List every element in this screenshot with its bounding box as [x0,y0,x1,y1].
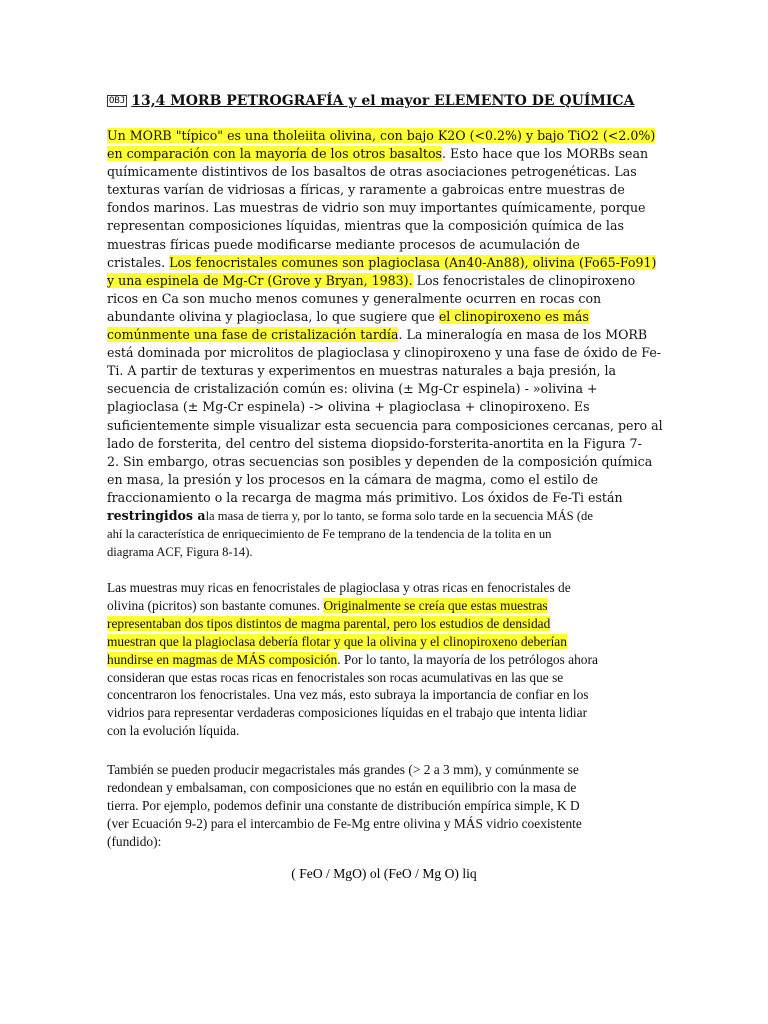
highlighted-text: muestran que la plagioclasa debería flotar y que la olivina y el clinopiroxeno deberían [107,633,567,649]
text-run: . Esto hace que los MORBs sean [442,146,649,162]
text-run: (fundido): [107,833,162,849]
text-line [107,453,667,471]
text-line [107,417,667,435]
text-line [107,236,667,254]
text-line [107,181,667,199]
text-run: con la evolución líquida. [107,723,240,739]
text-run: concentraron los fenocristales. Una vez más, esto subraya la importancia de confiar en los [107,687,589,703]
highlighted-text: hundirse en magmas de MÁS composición [107,651,338,667]
highlighted-text: Los fenocristales comunes son plagioclasa (An40-An88), olivina (Fo65-Fo91) [169,254,657,270]
highlighted-text: representaban dos tipos distintos de magma parental, pero los estudios de densidad [107,615,551,631]
text-line [107,326,667,344]
text-run: diagrama ACF, Figura 8-14). [107,545,253,560]
text-run: 2. Sin embargo, otras secuencias son posibles y dependen de la composición química [107,453,653,469]
highlighted-text: en comparación con la mayoría de los otros basaltos [107,146,442,162]
text-line [107,761,667,779]
text-line [107,435,667,453]
text-line [107,669,667,687]
text-line [107,163,667,181]
text-line [107,597,667,615]
heading-title: 13,4 MORB PETROGRAFÍA y el mayor ELEMENTO DE QUÍMICA [131,93,635,109]
paragraph-1 [107,127,667,561]
paragraph-3 [107,761,667,851]
text-run: cristales. [107,254,170,270]
object-placeholder-icon: OBJ [109,96,126,106]
text-line [107,290,667,308]
text-line [107,380,667,398]
text-line [107,507,667,525]
text-line [107,398,667,416]
formula: ( FeO / MgO) ol (FeO / Mg O) liq [291,866,477,881]
text-line [107,815,667,833]
text-line [107,489,667,507]
text-line [107,633,667,651]
text-run: olivina (picritos) son bastante comunes. [107,597,324,613]
text-line [107,797,667,815]
text-run: ahí la característica de enriquecimiento de Fe temprano de la tendencia de la tolita en un [107,527,552,542]
text-line [107,686,667,704]
text-run: suficientemente simple visualizar esta secuencia para composiciones cercanas, pero al [107,417,663,433]
text-line [107,199,667,217]
highlighted-text: Originalmente se creía que estas muestras [323,597,548,613]
text-run: en masa, la presión y los procesos en la cámara de magma, como el estilo de [107,471,599,487]
text-run: (ver Ecuación 9-2) para el intercambio de Fe-Mg entre olivina y MÁS vidrio coexistente [107,815,582,831]
text-run: vidrios para representar verdaderas composiciones líquidas en el trabajo que intenta lidiar [107,705,588,721]
highlighted-text: y una espinela de Mg-Cr (Grove y Bryan, 1983). [107,272,413,288]
text-run: muestras fíricas puede modificarse mediante procesos de acumulación de [107,236,580,252]
text-line [107,779,667,797]
text-run: . Por lo tanto, la mayoría de los petrólogos ahora [337,651,598,667]
text-line [107,127,667,145]
text-run: fraccionamiento o la recarga de magma más primitivo. Los óxidos de Fe-Ti están [107,489,623,505]
text-run: lado de forsterita, del centro del sistema diopsido-forsterita-anortita en la Figura 7- [107,435,642,451]
text-line [107,362,667,380]
paragraph-2 [107,579,667,740]
text-run: representan composiciones líquidas, mientras que la composición química de las [107,218,624,234]
text-run: Ti. A partir de texturas y experimentos en muestras naturales a baja presión, la [107,363,617,379]
text-run: restringidos a [107,507,206,523]
text-run: También se pueden producir megacristales más grandes (> 2 a 3 mm), y comúnmente se [107,762,579,777]
text-run: secuencia de cristalización común es: olivina (± Mg-Cr espinela) - »olivina + [107,381,598,397]
text-line [107,525,667,543]
text-line [107,704,667,722]
text-run: ricos en Ca son mucho menos comunes y generalmente ocurren en rocas con [107,290,602,306]
text-line [107,344,667,362]
text-line [107,651,667,669]
text-line [107,833,667,851]
text-run: fondos marinos. Las muestras de vidrio son muy importantes químicamente, porque [107,200,646,216]
text-run: químicamente distintivos de los basaltos de otras asociaciones petrogenéticas. Las [107,164,637,180]
text-line [107,615,667,633]
text-line [107,308,667,326]
text-run: redondean y embalsaman, con composiciones que no están en equilibrio con la masa de [107,779,577,795]
text-run: plagioclasa (± Mg-Cr espinela) -> olivina + plagioclasa + clinopiroxeno. Es [107,399,590,415]
text-line [107,471,667,489]
highlighted-text: comúnmente una fase de cristalización tardía [107,327,399,343]
text-run: la masa de tierra y, por lo tanto, se forma solo tarde en la secuencia MÁS (de [205,508,593,523]
text-run: abundante olivina y plagioclasa, lo que sugiere que [107,308,439,324]
text-run: Las muestras muy ricas en fenocristales de plagioclasa y otras ricas en fenocristales de [107,580,571,595]
text-run: está dominada por microlitos de plagioclasa y clinopiroxeno y una fase de óxido de Fe- [107,345,662,361]
text-line [107,579,667,597]
section-heading [107,91,667,111]
text-line [107,272,667,290]
highlighted-text: el clinopiroxeno es más [438,308,589,324]
text-run: texturas varían de vidriosas a fíricas, y raramente a gabroicas entre muestras de [107,182,625,198]
highlighted-text: Un MORB "típico" es una tholeiita olivina, con bajo K2O (<0.2%) y bajo TiO2 (<2.0%) [107,128,656,143]
text-line [107,543,667,561]
text-line [107,722,667,740]
text-line [107,145,667,163]
text-line [107,217,667,235]
text-line [107,254,667,272]
text-run: . La mineralogía en masa de los MORB [398,327,648,343]
text-run: tierra. Por ejemplo, podemos definir una constante de distribución empírica simple, K D [107,797,580,813]
text-run: consideran que estas rocas ricas en fenocristales son rocas acumulativas en las que se [107,669,564,685]
text-run: Los fenocristales de clinopiroxeno [412,272,636,288]
